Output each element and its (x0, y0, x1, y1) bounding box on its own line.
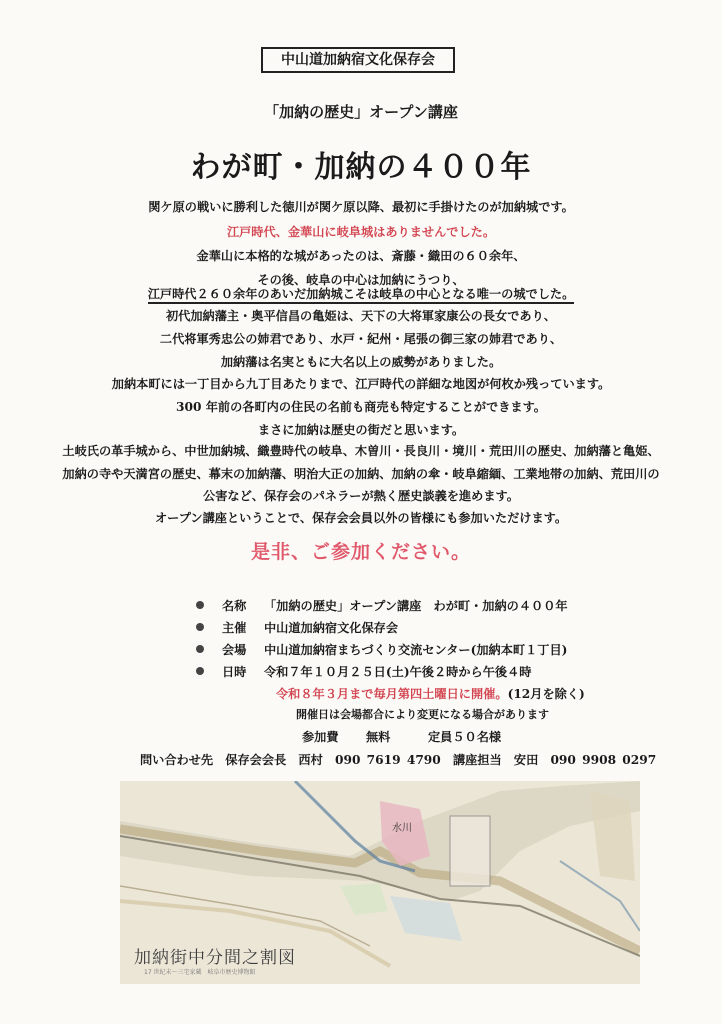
participation-callout: 是非、ご参加ください。 (250, 541, 471, 563)
intro-line-9: 加納本町には一丁目から九丁目あたりまで、江戸時代の詳細な地図が何枚か残っています。 (111, 377, 611, 391)
detail-value: 中山道加納宿まちづくり交流センター(加納本町１丁目) (264, 643, 568, 657)
detail-date-row (196, 663, 531, 680)
change-note: 開催日は会場都合により変更になる場合があります (296, 708, 549, 721)
intro-line-7: 二代将軍秀忠公の姉君であり、水戸・紀州・尾張の御三家の姉君であり、 (159, 332, 563, 346)
detail-venue-row (196, 641, 567, 658)
intro-line-11: まさに加納は歴史の街だと思います。 (257, 423, 465, 437)
detail-name-row (196, 597, 568, 614)
contact-info: 問い合わせ先 保存会会長 西村 090 7619 4790 講座担当 安田 090 9908 0297 (140, 753, 657, 767)
detail-host-row (196, 619, 398, 636)
detail-label: 名称 (222, 599, 247, 613)
map-subcaption: 17 世紀末〜三宅家蔵 岐阜市歴史博物館 (144, 969, 256, 976)
schedule-note: (12月を除く) (507, 687, 585, 701)
detail-label: 主催 (222, 621, 247, 635)
bullet-icon (196, 623, 204, 631)
detail-label: 日時 (222, 665, 247, 679)
organizer-box: 中山道加納宿文化保存会 (261, 47, 455, 73)
intro-line-1: 関ケ原の戦いに勝利した徳川が関ケ原以降、最初に手掛けたのが加納城です。 (148, 200, 574, 214)
intro-line-4: その後、岐阜の中心は加納にうつり、 (257, 273, 465, 287)
page-title: わが町・加納の４００年 (190, 150, 532, 185)
fee-label: 参加費 (302, 730, 339, 744)
bullet-icon (196, 645, 204, 653)
fee-value: 無料 (366, 730, 391, 744)
detail-value: 「加納の歴史」オープン講座 わが町・加納の４００年 (264, 599, 568, 613)
intro-line-6: 初代加納藩主・奥平信昌の亀姫は、天下の大将軍家康公の長女であり、 (166, 309, 556, 323)
capacity: 定員５０名様 (428, 730, 502, 744)
map-caption: 加納街中分間之割図 (134, 948, 296, 968)
detail-value: 中山道加納宿文化保存会 (264, 621, 399, 635)
intro-line-5 (0, 285, 722, 302)
intro-line-3: 金華山に本格的な城があったのは、斎藤・織田の６０余年、 (196, 249, 526, 263)
intro-line-14: 公害など、保存会のパネラーが熱く歴史談義を進めます。 (203, 489, 519, 503)
map-river-label: 水川 (392, 823, 412, 834)
underlined-text: 江戸時代２６０余年のあいだ加納城こそは岐阜の中心となる唯一の城でした。 (148, 287, 575, 304)
intro-line-15: オープン講座ということで、保存会会員以外の皆様にも参加いただけます。 (154, 511, 568, 525)
schedule-highlight: 令和８年３月まで毎月第四土曜日に開催。 (276, 687, 508, 701)
intro-line-13: 加納の寺や天満宮の歴史、幕末の加納藩、明治大正の加納、加納の傘・岐阜縮緬、工業地帯の加納、荒田川の (62, 467, 660, 481)
bullet-icon (196, 667, 204, 675)
lecture-subtitle: 「加納の歴史」オープン講座 (264, 103, 458, 121)
bullet-icon (196, 601, 204, 609)
intro-line-8: 加納藩は名実ともに大名以上の威勢がありました。 (220, 355, 502, 369)
detail-value: 令和７年１０月２５日(土)午後２時から午後４時 (264, 665, 532, 679)
detail-label: 会場 (222, 643, 247, 657)
intro-line-2: 江戸時代、金華山に岐阜城はありませんでした。 (226, 225, 496, 239)
intro-line-10: 300 年前の各町内の住民の名前も商売も特定することができます。 (176, 400, 546, 414)
intro-line-12: 土岐氏の革手城から、中世加納城、織豊時代の岐阜、木曽川・長良川・境川・荒田川の歴史、加納藩と亀姫、 (62, 444, 660, 458)
schedule-row (276, 685, 585, 702)
